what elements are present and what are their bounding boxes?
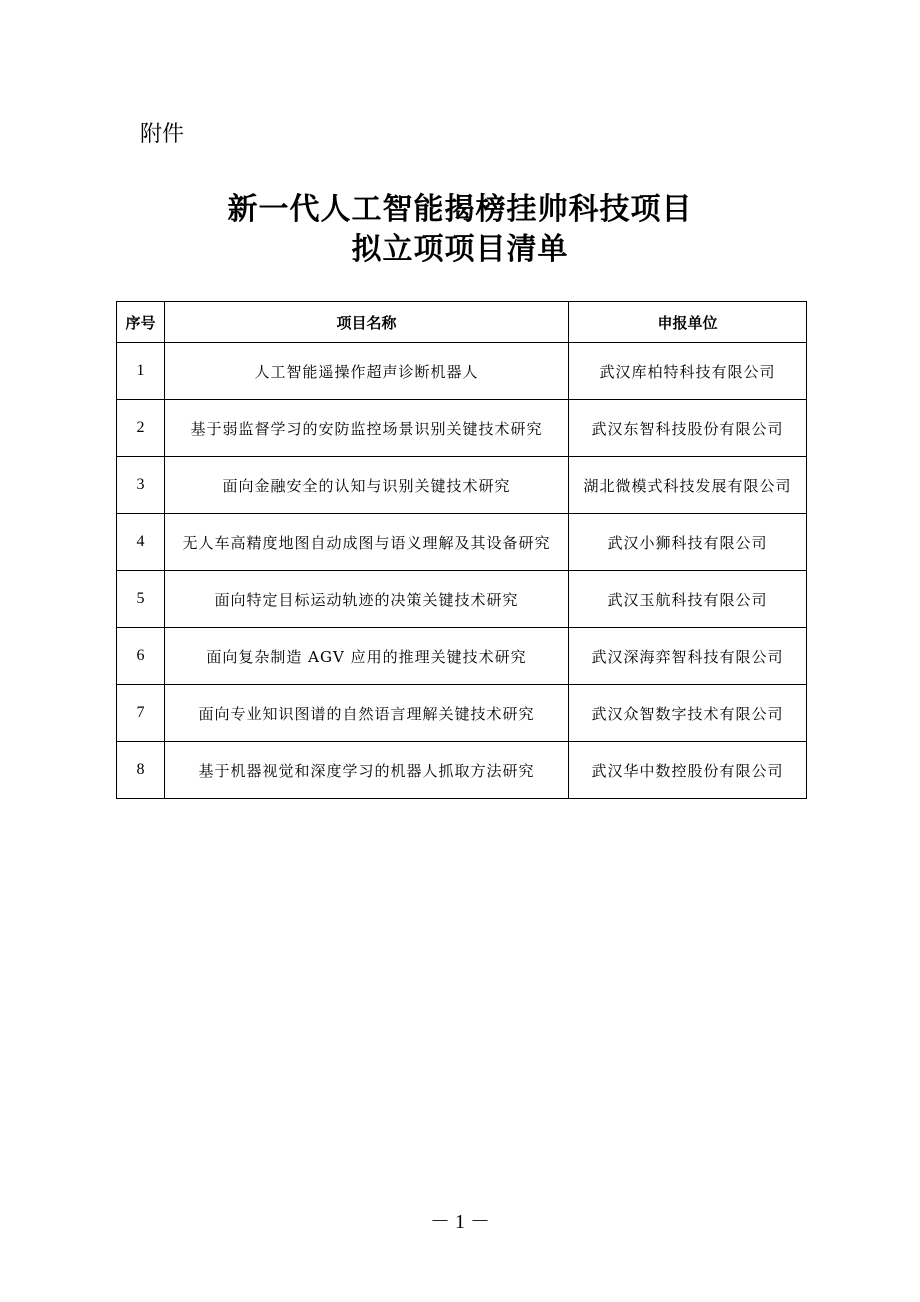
row-project-name: 面向金融安全的认知与识别关键技术研究 [165, 457, 569, 514]
row-project-name: 面向特定目标运动轨迹的决策关键技术研究 [165, 571, 569, 628]
row-project-name: 基于弱监督学习的安防监控场景识别关键技术研究 [165, 400, 569, 457]
annex-label: 附件 [140, 122, 185, 147]
row-seq: 7 [117, 685, 165, 742]
row-seq: 1 [117, 343, 165, 400]
table-row [117, 685, 807, 742]
row-seq: 2 [117, 400, 165, 457]
row-applicant-unit: 武汉库柏特科技有限公司 [569, 343, 807, 400]
header-project-name: 项目名称 [165, 302, 569, 343]
row-seq: 8 [117, 742, 165, 799]
page-number: － 1 － [430, 1211, 490, 1233]
row-project-name: 人工智能遥操作超声诊断机器人 [165, 343, 569, 400]
document-title [0, 190, 920, 270]
header-applicant-unit: 申报单位 [569, 302, 807, 343]
row-applicant-unit: 武汉深海弈智科技有限公司 [569, 628, 807, 685]
title-line-2: 拟立项项目清单 [351, 232, 569, 267]
project-list-table [116, 301, 807, 799]
title-line-1: 新一代人工智能揭榜挂帅科技项目 [227, 192, 693, 227]
table-row [117, 514, 807, 571]
header-seq: 序号 [117, 302, 165, 343]
row-applicant-unit: 武汉华中数控股份有限公司 [569, 742, 807, 799]
row-seq: 6 [117, 628, 165, 685]
table-row [117, 742, 807, 799]
row-applicant-unit: 武汉玉航科技有限公司 [569, 571, 807, 628]
row-seq: 3 [117, 457, 165, 514]
table-row [117, 457, 807, 514]
row-seq: 4 [117, 514, 165, 571]
row-applicant-unit: 武汉小狮科技有限公司 [569, 514, 807, 571]
table-header-row [117, 302, 807, 343]
table-row [117, 571, 807, 628]
table-row [117, 343, 807, 400]
row-seq: 5 [117, 571, 165, 628]
row-project-name: 无人车高精度地图自动成图与语义理解及其设备研究 [165, 514, 569, 571]
table-row [117, 628, 807, 685]
row-applicant-unit: 武汉众智数字技术有限公司 [569, 685, 807, 742]
table-row [117, 400, 807, 457]
row-project-name: 面向复杂制造 AGV 应用的推理关键技术研究 [165, 628, 569, 685]
row-applicant-unit: 武汉东智科技股份有限公司 [569, 400, 807, 457]
row-project-name: 面向专业知识图谱的自然语言理解关键技术研究 [165, 685, 569, 742]
row-project-name: 基于机器视觉和深度学习的机器人抓取方法研究 [165, 742, 569, 799]
row-applicant-unit: 湖北微模式科技发展有限公司 [569, 457, 807, 514]
